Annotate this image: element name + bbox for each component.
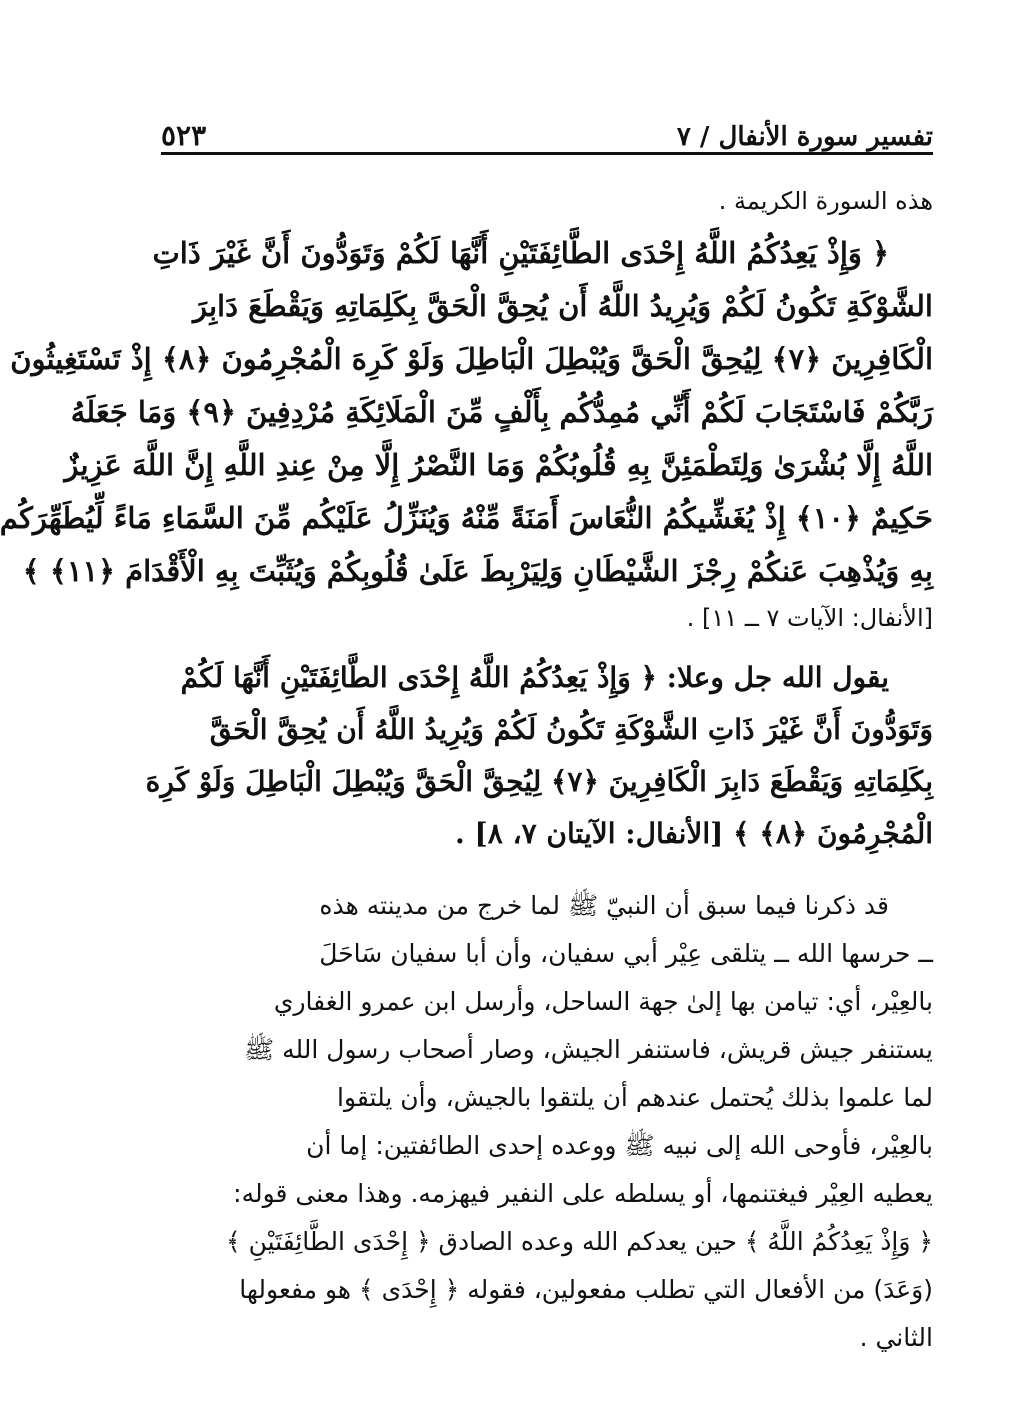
page-number: ٥٢٣ xyxy=(161,119,207,152)
paragraph-line: بالعِيْر، فأوحى الله إلى نبيه ﷺ ووعده إحدى الطائفتين: إما أن xyxy=(306,1131,933,1160)
paragraph-line: الثاني . xyxy=(859,1323,933,1352)
paragraph-line: يعطيه العِيْر فيغتنمها، أو يسلطه على النفير فيهزمه. وهذا معنى قوله: xyxy=(233,1179,933,1208)
commentary-intro-line: يقول الله جل وعلا: ﴿ وَإِذْ يَعِدُكُمُ اللَّهُ إِحْدَى الطَّائِفَتَيْنِ أَنَّهَا لَكُمْ xyxy=(180,661,889,694)
paragraph-line: لما علموا بذلك يُحتمل عندهم أن يلتقوا بالجيش، وأن يلتقوا xyxy=(337,1083,933,1112)
verse-line: الْكَافِرِينَ ﴿٧﴾ لِيُحِقَّ الْحَقَّ وَيُبْطِلَ الْبَاطِلَ وَلَوْ كَرِهَ الْمُجْرِمُونَ ﴿٨﴾ إِذْ تَسْتَغِيثُونَ xyxy=(10,342,933,376)
verse-line: اللَّهُ إِلَّا بُشْرَىٰ وَلِتَطْمَئِنَّ بِهِ قُلُوبُكُمْ وَمَا النَّصْرُ إِلَّا مِنْ عِندِ اللَّهِ إِنَّ اللَّهَ عَزِيزٌ xyxy=(64,448,933,482)
paragraph-line: ﴿ وَإِذْ يَعِدُكُمُ اللَّهُ ﴾ حين يعدكم الله وعده الصادق ﴿ إِحْدَى الطَّائِفَتَيْنِ ﴾ xyxy=(225,1227,933,1256)
verse-line: حَكِيمٌ ﴿١٠﴾ إِذْ يُغَشِّيكُمُ النُّعَاسَ أَمَنَةً مِّنْهُ وَيُنَزِّلُ عَلَيْكُم مِّنَ السَّمَاءِ مَاءً لِّيُطَهِّرَكُم xyxy=(0,501,933,535)
commentary-intro-line: بِكَلِمَاتِهِ وَيَقْطَعَ دَابِرَ الْكَافِرِينَ ﴿٧﴾ لِيُحِقَّ الْحَقَّ وَيُبْطِلَ الْبَاطِلَ وَلَوْ كَرِهَ xyxy=(145,765,933,798)
intro-line: هذه السورة الكريمة . xyxy=(718,187,933,215)
header-divider xyxy=(161,152,933,155)
paragraph-line: ــ حرسها الله ــ يتلقى عِيْر أبي سفيان، وأن أبا سفيان سَاحَلَ xyxy=(319,939,933,968)
spacer xyxy=(161,638,933,652)
paragraph-line: قد ذكرنا فيما سبق أن النبيّ ﷺ لما خرج من مدينته هذه xyxy=(319,891,889,920)
paragraph-line: يستنفر جيش قريش، فاستنفر الجيش، وصار أصحاب رسول الله ﷺ xyxy=(243,1035,933,1064)
paragraph-line: (وَعَدَ) من الأفعال التي تطلب مفعولين، فقوله ﴿ إِحْدَى ﴾ هو مفعولها xyxy=(239,1275,933,1304)
page-body xyxy=(0,175,933,1362)
running-title: تفسير سورة الأنفال / ٧ xyxy=(676,122,933,152)
spacer xyxy=(161,860,933,882)
commentary-body-block xyxy=(161,882,933,1362)
commentary-intro-line: وَتَوَدُّونَ أَنَّ غَيْرَ ذَاتِ الشَّوْكَةِ تَكُونُ لَكُمْ وَيُرِيدُ اللَّهُ أَن يُحِقَّ الْحَقَّ xyxy=(209,713,933,746)
page-header xyxy=(161,92,933,152)
commentary-intro-block xyxy=(145,652,933,860)
verse-line: رَبَّكُمْ فَاسْتَجَابَ لَكُمْ أَنِّي مُمِدُّكُم بِأَلْفٍ مِّنَ الْمَلَائِكَةِ مُرْدِفِينَ ﴿٩﴾ وَمَا جَعَلَهُ xyxy=(70,395,933,429)
verse-line: الشَّوْكَةِ تَكُونُ لَكُمْ وَيُرِيدُ اللَّهُ أَن يُحِقَّ الْحَقَّ بِكَلِمَاتِهِ وَيَقْطَعَ دَابِرَ xyxy=(192,289,933,323)
verse-line: بِهِ وَيُذْهِبَ عَنكُمْ رِجْزَ الشَّيْطَانِ وَلِيَرْبِطَ عَلَىٰ قُلُوبِكُمْ وَيُثَبِّتَ بِهِ الْأَقْدَامَ ﴿١١﴾ ﴾ xyxy=(22,554,933,588)
quoted-verses-block xyxy=(0,227,933,598)
paragraph-line: بالعِيْر، أي: تيامن بها إلىٰ جهة الساحل، وأرسل ابن عمرو الغفاري xyxy=(273,987,933,1016)
verses-reference: [الأنفال: الآيات ٧ ــ ١١] . xyxy=(686,604,933,632)
commentary-intro-line: الْمُجْرِمُونَ ﴿٨﴾ ﴾ [الأنفال: الآيتان ٧، ٨] . xyxy=(455,817,933,850)
verse-line: ﴿ وَإِذْ يَعِدُكُمُ اللَّهُ إِحْدَى الطَّائِفَتَيْنِ أَنَّهَا لَكُمْ وَتَوَدُّونَ أَنَّ غَيْرَ ذَاتِ xyxy=(152,236,889,270)
